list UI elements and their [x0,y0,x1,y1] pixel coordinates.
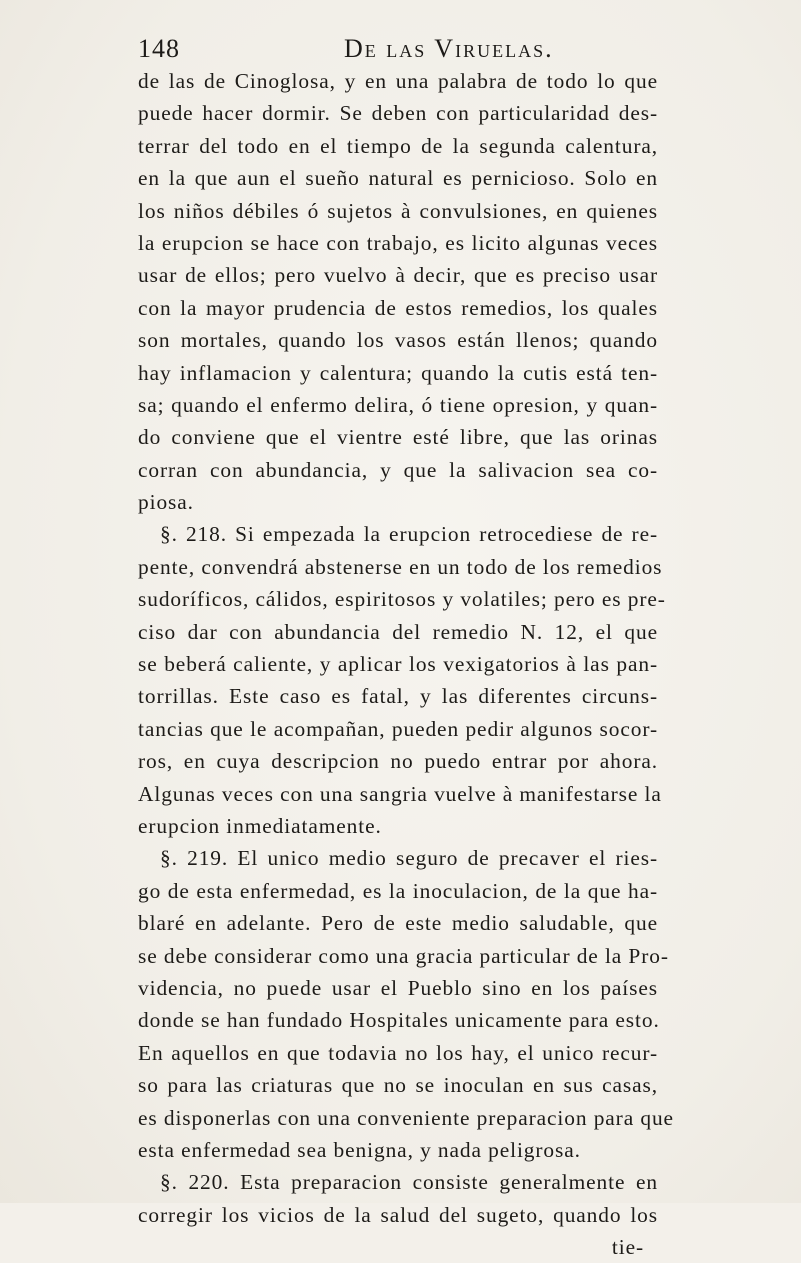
text-line: puede hacer dormir. Se deben con particularidad des- [138,101,658,126]
paragraph-220-start: §. 220. Esta preparacion consiste generalmente en [160,1170,658,1195]
text-line: erupcion inmediatamente. [138,813,382,838]
text-line: la erupcion se hace con trabajo, es licito algunas veces [138,230,658,255]
text-line: sudoríficos, cálidos, espiritosos y volatiles; pero es pre- [138,587,666,612]
text-line: ciso dar con abundancia del remedio N. 12, el que [138,619,658,644]
text-line: videncia, no puede usar el Pueblo sino en los países [138,975,658,1000]
text-line: corran con abundancia, y que la salivacion sea co- [138,457,658,482]
text-line: go de esta enfermedad, es la inoculacion, de la que ha- [138,878,658,903]
text-line: se beberá caliente, y aplicar los vexigatorios à las pan- [138,652,658,677]
text-line: en la que aun el sueño natural es pernicioso. Solo en [138,166,658,191]
text-line: sa; quando el enfermo delira, ó tiene opresion, y quan- [138,392,658,417]
running-title: De las Viruelas. [344,34,554,63]
text-line: los niños débiles ó sujetos à convulsiones, en quienes [138,198,658,223]
catchword: tie- [611,1235,644,1260]
text-line: do conviene que el vientre esté libre, que las orinas [138,425,658,450]
text-line: blaré en adelante. Pero de este medio saludable, que [138,911,658,936]
body-text [138,65,674,1263]
text-line: es disponerlas con una conveniente preparacion para que [138,1105,674,1130]
text-line: con la mayor prudencia de estos remedios, los quales [138,295,658,320]
text-line: corregir los vicios de la salud del sugeto, quando los [138,1202,658,1227]
text-line: esta enfermedad sea benigna, y nada peligrosa. [138,1137,581,1162]
text-line: ros, en cuya descripcion no puedo entrar por ahora. [138,749,658,774]
page-number: 148 [138,34,180,63]
running-head [138,34,618,66]
text-line: de las de Cinoglosa, y en una palabra de todo lo que [138,69,658,93]
text-line: donde se han fundado Hospitales unicamente para esto. [138,1008,660,1033]
text-line: pente, convendrá abstenerse en un todo de los remedios [138,554,663,579]
text-line: Algunas veces con una sangria vuelve à manifestarse la [138,781,662,806]
text-line: so para las criaturas que no se inoculan en sus casas, [138,1073,658,1098]
text-line: hay inflamacion y calentura; quando la cutis está ten- [138,360,658,385]
paragraph-218-start: §. 218. Si empezada la erupcion retrocediese de re- [160,522,658,547]
text-line: piosa. [138,490,194,515]
text-line: usar de ellos; pero vuelvo à decir, que es preciso usar [138,263,658,288]
text-line: terrar del todo en el tiempo de la segunda calentura, [138,133,658,158]
paragraph-219-start: §. 219. El unico medio seguro de precaver el ries- [160,846,658,871]
text-line: En aquellos en que todavia no los hay, el unico recur- [138,1040,658,1065]
text-line: son mortales, quando los vasos están llenos; quando [138,328,658,353]
text-line: se debe considerar como una gracia particular de la Pro- [138,943,669,968]
text-line: tancias que le acompañan, pueden pedir algunos socor- [138,716,658,741]
text-line: torrillas. Este caso es fatal, y las diferentes circuns- [138,684,658,709]
